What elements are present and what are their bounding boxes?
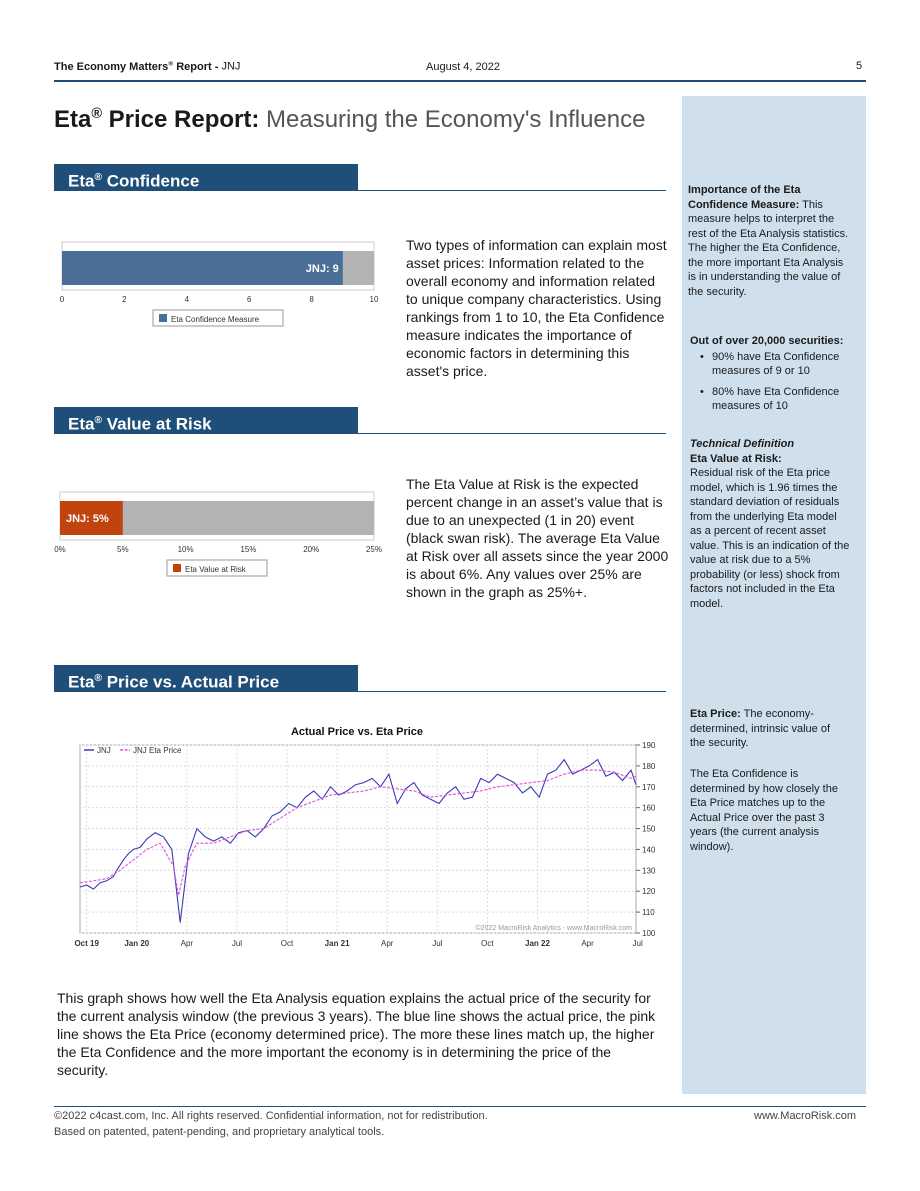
sidebar-tech-def: Technical Definition Eta Value at Risk: Residual risk of the Eta price model, which is 1.96 times the standard deviation of residuals from the underlying Eta model as a percent of recent asset value. This is an indication of the value at risk due to a 5% probability (or less) shock from factors not included in the Eta model. [690, 438, 850, 610]
section-rule [358, 433, 666, 434]
report-date: August 4, 2022 [426, 61, 501, 73]
x-tick-label: Oct 19 [74, 939, 99, 948]
tick-label: 0 [59, 295, 65, 304]
plot-area [80, 745, 636, 933]
chart-title: Actual Price vs. Eta Price [290, 726, 424, 738]
y-tick-label: 110 [642, 908, 655, 918]
x-tick-label: Apr [581, 939, 594, 948]
legend-label: Eta Value at Risk [185, 565, 246, 574]
report-title: The Economy Matters [54, 60, 169, 73]
report-header: The Economy Matters® Report - JNJ [54, 60, 241, 73]
section-header-confidence: Eta® Confidence [54, 164, 358, 191]
tick-label: 6 [246, 295, 252, 304]
page-number: 5 [856, 60, 863, 72]
header-rule [54, 80, 866, 82]
sidebar-importance: Importance of the Eta Confidence Measure: This measure helps to interpret the rest of the Eta Analysis statistics. The higher the Eta Confidence, the more important Eta Analysis is in understanding the value of the security. [688, 184, 849, 298]
x-tick-label: Apr [380, 939, 394, 948]
y-tick-label: 180 [642, 761, 656, 771]
report-title-suffix: Report - [176, 60, 219, 73]
y-tick-label: 190 [642, 741, 656, 750]
x-tick-label: Jul [231, 939, 243, 948]
x-tick-label: Jan 20 [124, 939, 150, 948]
price-text: This graph shows how well the Eta Analysis equation explains the actual price of the security for the current analysis window (the previous 3 years). The blue line shows the actual price, the pink line shows the Eta Price (economy determined price). The more these lines match up, the higher the Eta Confidence and the more important the economy is in determining the price of the security. [57, 990, 656, 1078]
y-tick-label: 120 [642, 887, 656, 897]
x-tick-label: Jan 22 [525, 939, 550, 948]
copyright: ©2022 c4cast.com, Inc. All rights reserved. Confidential information, not for redistribution. [54, 1110, 488, 1122]
confidence-text: Two types of information can explain most asset prices: Information related to the overall economy and information related to unique company characteristics. Using rankings from 1 to 10, the Eta Confidence measure indicates the importance of economic factors in determining this asset's price. [406, 237, 667, 379]
price-chart [74, 718, 664, 958]
bar [62, 251, 343, 285]
sidebar-eta-price: Eta Price: The economy-determined, intrinsic value of the security. [690, 708, 831, 749]
tick-label: 25% [365, 545, 383, 554]
website-link[interactable]: www.MacroRisk.com [754, 1110, 857, 1122]
legend-label: JNJ [97, 746, 111, 755]
x-tick-label: Jul [632, 939, 643, 948]
footer-rule [54, 1106, 866, 1107]
list-item: • 90% have Eta Confidence measures of 9 or 10 [690, 350, 862, 379]
tick-label: 10% [177, 545, 194, 554]
tick-label: 2 [122, 295, 127, 304]
x-tick-label: Jan 21 [324, 939, 350, 948]
section-header-var: Eta® Value at Risk [54, 407, 358, 434]
data-label: JNJ: 5% [66, 513, 109, 525]
tick-label: 5% [117, 545, 129, 554]
y-tick-label: 170 [642, 782, 656, 792]
var-chart [50, 490, 386, 582]
tick-label: 8 [309, 295, 314, 304]
y-tick-label: 160 [642, 803, 656, 813]
tick-label: 15% [240, 545, 257, 554]
tick-label: 0% [54, 545, 66, 554]
sidebar-confidence-note: The Eta Confidence is determined by how closely the Eta Price matches up to the Actual Price over the past 3 years (the current analysis window). [690, 768, 838, 853]
legend-swatch [173, 564, 181, 572]
x-tick-label: Apr [180, 939, 194, 948]
legend [84, 746, 182, 755]
ticker: JNJ [221, 60, 241, 73]
tick-label: 4 [184, 295, 190, 304]
y-tick-label: 140 [642, 845, 656, 855]
y-tick-label: 150 [642, 824, 656, 834]
legend-swatch [159, 314, 167, 322]
legend-label: Eta Confidence Measure [171, 315, 260, 324]
y-tick-label: 100 [642, 929, 656, 938]
watermark: ©2022 MacroRisk Analytics - www.MacroRisk.com [475, 925, 632, 932]
y-tick-label: 130 [642, 866, 656, 876]
section-header-price: Eta® Price vs. Actual Price [54, 665, 358, 692]
var-text: The Eta Value at Risk is the expected percent change in an asset’s value that is due to an unexpected (1 in 20) event (black swan risk). The average Eta Value at Risk over all assets since the year 2000 is about 6%. Any values over 25% are shown in the graph as 25%+. [406, 476, 669, 600]
section-rule [358, 691, 666, 692]
data-label: JNJ: 9 [305, 263, 339, 275]
tick-label: 20% [303, 545, 320, 554]
x-tick-label: Jul [432, 939, 443, 948]
footer [54, 1108, 488, 1140]
x-tick-label: Oct [280, 939, 294, 948]
page-title: Eta® Price Report: Measuring the Economy's Influence [54, 106, 646, 133]
x-tick-label: Oct [481, 939, 494, 948]
tick-label: 10 [369, 295, 379, 304]
legend-label: JNJ Eta Price [133, 746, 182, 755]
section-rule [358, 190, 666, 191]
confidence-chart [54, 240, 384, 332]
sidebar-stats: Out of over 20,000 securities: • 90% have Eta Confidence measures of 9 or 10 • 80% have Eta Confidence measures of 10 [690, 334, 862, 420]
list-item: • 80% have Eta Confidence measures of 10 [690, 385, 862, 414]
patent-note: Based on patented, patent-pending, and proprietary analytical tools. [54, 1126, 385, 1138]
